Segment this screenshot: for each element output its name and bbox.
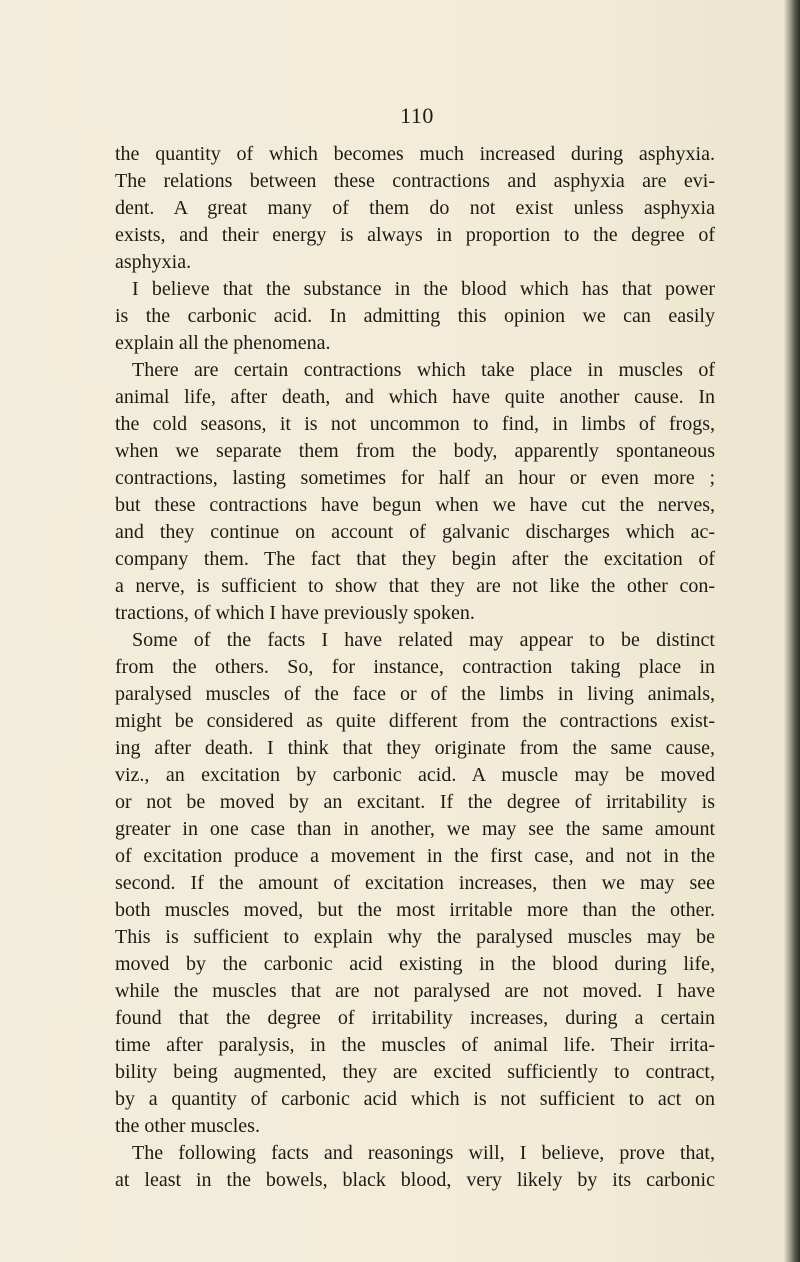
text-line: both muscles moved, but the most irritable more than the other. xyxy=(115,899,715,921)
text-line: The relations between these contractions and asphyxia are evi- xyxy=(115,170,715,192)
text-line: There are certain contractions which take place in muscles of xyxy=(132,359,715,381)
text-line: when we separate them from the body, apparently spontaneous xyxy=(115,440,715,462)
text-line: by a quantity of carbonic acid which is not sufficient to act on xyxy=(115,1088,715,1110)
text-line: exists, and their energy is always in proportion to the degree of xyxy=(115,224,715,246)
text-line: but these contractions have begun when we have cut the nerves, xyxy=(115,494,715,516)
text-line: and they continue on account of galvanic discharges which ac- xyxy=(115,521,715,543)
text-line: tractions, of which I have previously spoken. xyxy=(115,602,475,624)
text-line: dent. A great many of them do not exist unless asphyxia xyxy=(115,197,715,219)
text-line: the other muscles. xyxy=(115,1115,260,1137)
text-line: I believe that the substance in the blood which has that power xyxy=(132,278,715,300)
text-line: at least in the bowels, black blood, very likely by its carbonic xyxy=(115,1169,715,1191)
text-line: asphyxia. xyxy=(115,251,192,273)
text-line: contractions, lasting sometimes for half an hour or even more ; xyxy=(115,467,715,489)
text-line: This is sufficient to explain why the paralysed muscles may be xyxy=(115,926,715,948)
page-number: 110 xyxy=(400,103,434,128)
body-text xyxy=(115,141,715,1194)
text-line: bility being augmented, they are excited sufficiently to contract, xyxy=(115,1061,715,1083)
text-line: the quantity of which becomes much increased during asphyxia. xyxy=(115,143,715,165)
text-line: ing after death. I think that they originate from the same cause, xyxy=(115,737,715,759)
text-line: of excitation produce a movement in the first case, and not in the xyxy=(115,845,715,867)
text-line: second. If the amount of excitation increases, then we may see xyxy=(115,872,715,894)
book-binding-edge xyxy=(784,0,800,1262)
text-line: Some of the facts I have related may appear to be distinct xyxy=(132,629,715,651)
text-line: viz., an excitation by carbonic acid. A muscle may be moved xyxy=(115,764,715,786)
text-line: animal life, after death, and which have quite another cause. In xyxy=(115,386,715,408)
text-line: a nerve, is sufficient to show that they are not like the other con- xyxy=(115,575,715,597)
text-line: The following facts and reasonings will, I believe, prove that, xyxy=(132,1142,715,1164)
text-line: paralysed muscles of the face or of the limbs in living animals, xyxy=(115,683,715,705)
text-line: greater in one case than in another, we may see the same amount xyxy=(115,818,715,840)
text-line: found that the degree of irritability increases, during a certain xyxy=(115,1007,715,1029)
text-line: is the carbonic acid. In admitting this opinion we can easily xyxy=(115,305,715,327)
text-line: from the others. So, for instance, contraction taking place in xyxy=(115,656,715,678)
text-line: the cold seasons, it is not uncommon to find, in limbs of frogs, xyxy=(115,413,715,435)
text-line: explain all the phenomena. xyxy=(115,332,331,354)
text-line: while the muscles that are not paralysed are not moved. I have xyxy=(115,980,715,1002)
text-line: moved by the carbonic acid existing in the blood during life, xyxy=(115,953,715,975)
text-line: might be considered as quite different from the contractions exist- xyxy=(115,710,715,732)
text-line: company them. The fact that they begin after the excitation of xyxy=(115,548,715,570)
text-line: or not be moved by an excitant. If the degree of irritability is xyxy=(115,791,715,813)
text-line: time after paralysis, in the muscles of animal life. Their irrita- xyxy=(115,1034,715,1056)
